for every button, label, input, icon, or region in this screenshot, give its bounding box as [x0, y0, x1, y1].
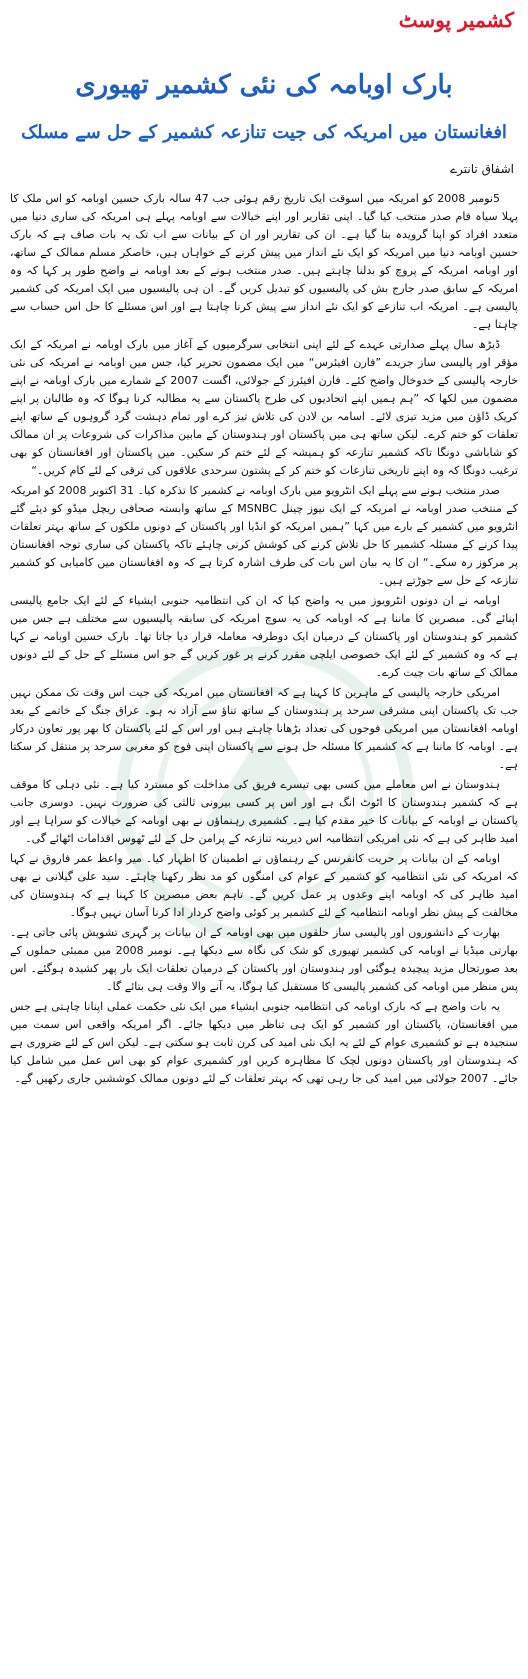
article-paragraph: اوبامہ نے ان دونوں انٹرویوز میں یہ واضح کیا کہ ان کی انتظامیہ جنوبی ایشیاء کے لئے ایک جامع پالیسی اپنائے گی۔ مبصرین کا ماننا ہے کہ اوبامہ کی یہ سوچ امریکہ کی سابقہ پالیسیوں سے مختلف ہے جس میں کشمیر کو ہندوستان اور پاکستان کے درمیان ایک دوطرفہ معاملہ قرار دیا جاتا تھا۔ بارک حسین اوبامہ نے کہا ہے کہ وہ کشمیر کے لئے ایک خصوصی ایلچی مقرر کرنے پر غور کریں گے جو اس مسئلے کے حل کے لئے دونوں ممالک کے ساتھ بات چیت کرے۔	[10, 594, 518, 679]
article-paragraph: بھارت کے دانشوروں اور پالیسی ساز حلقوں میں بھی اوبامہ کے ان بیانات پر گہری تشویش پائی جاتی ہے۔ بھارتی میڈیا نے اوبامہ کی کشمیر تھیوری کو شک کی نگاہ سے دیکھا ہے۔ نومبر 2008 میں ممبئی حملوں کے بعد صورتحال مزید پیچیدہ ہوگئی اور ہندوستان اور پاکستان کے درمیان تعلقات ایک بار پھر کشیدہ ہوگئے۔ اس پس منظر میں اوبامہ کی کشمیر پالیسی کا مستقبل کیا ہوگا، یہ آنے والا وقت ہی بتائے گا۔	[10, 926, 518, 993]
article-paragraph: صدر منتخب ہونے سے پہلے ایک انٹرویو میں بارک اوبامہ نے کشمیر کا تذکرہ کیا۔ 31 اکتوبر 2008 کو امریکہ کے منتخب صدر اوبامہ نے امریکہ کے ایک نیوز چینل MSNBC کے ساتھ وابستہ صحافی ریچل میڈو کو دیئے گئے انٹرویو میں کشمیر کے بارے میں کہا ”ہمیں امریکہ کو انڈیا اور پاکستان کے دونوں ملکوں کے ساتھ بہتر تعلقات پیدا کرنے کے مسئلہ کشمیر کا حل تلاش کرنے کی کوشش کرنی چاہئے تاکہ پاکستان کی ساری توجہ افغانستان پر مرکوز رہ سکے۔“ ان کا یہ بیان اس بات کی طرف اشارہ کرتا ہے کہ وہ افغانستان میں کامیابی کو کشمیر تنازعہ کے حل سے جوڑتے ہیں۔	[10, 484, 518, 587]
article-paragraph: ڈیڑھ سال پہلے صدارتی عہدے کے لئے اپنی انتخابی سرگرمیوں کے آغاز میں بارک اوبامہ نے امریکہ کے ایک مؤقر اور پالیسی ساز جریدے ”فارن افیئرس“ میں ایک مضمون تحریر کیا، جس میں اوبامہ نے امریکہ کی نئی خارجہ پالیسی کے خدوخال واضح کئے۔ فارن افیئرز کے جولائی، اگست 2007 کے شمارے میں بارک اوبامہ نے اپنے مضمون میں لکھا کہ ”ہم ہمیں اپنے اتحادیوں کی طرح پاکستان سے یہ مطالبہ کرنا ہوگا کہ وہ طالبان پر اپنے کریک ڈاؤن میں مزید تیزی لائے۔ اسامہ بن لادن کی تلاش تیز کرے اور تمام دہشت گرد گروہوں کے ساتھ اپنے تعلقات کو ختم کرے۔ لیکن ساتھ ہی میں پاکستان اور ہندوستان کے مابین مذاکرات کی شروعات پر ان ممالک کو شاباشی دونگا تاکہ کشمیر تنازعہ کو ہمیشہ کے لئے ختم کر سکیں۔ میں پاکستان اور افغانستان کو بھی ترغیب دونگا کہ وہ اپنے تاریخی تنازعات کو ختم کر کے پشتون سرحدی علاقوں کی ترقی کے لئے کام کریں۔“	[10, 338, 518, 477]
page-subtitle: افغانستان میں امریکہ کی جیت تنازعہ کشمیر کے حل سے مسلک	[21, 122, 507, 143]
article-paragraph: اوبامہ کے ان بیانات پر حریت کانفرنس کے رہنماؤں نے اطمینان کا اظہار کیا۔ میر واعظ عمر فاروق نے کہا کہ امریکہ کی نئی انتظامیہ کو کشمیر کے عوام کی امنگوں کو مد نظر رکھنا چاہئے۔ سید علی گیلانی نے بھی امید ظاہر کی کہ اوبامہ اپنے وعدوں پر عمل کریں گے۔ تاہم بعض مبصرین کا کہنا ہے کہ ہندوستان کی مخالفت کے پیش نظر اوبامہ انتظامیہ کے لئے کشمیر پر کوئی واضح کردار ادا کرنا آسان نہیں ہوگا۔	[10, 852, 518, 919]
article-paragraph: امریکی خارجہ پالیسی کے ماہرین کا کہنا ہے کہ افغانستان میں امریکہ کی جیت اس وقت تک ممکن نہیں جب تک پاکستان اپنی مشرقی سرحد پر ہندوستان کے ساتھ تناؤ سے آزاد نہ ہو۔ عراق جنگ کے خاتمے کے بعد اوبامہ افغانستان میں امریکی فوجوں کی تعداد بڑھانا چاہتے ہیں اور اس کے لئے پاکستان کا بھر پور تعاون درکار ہے۔ اوبامہ کا ماننا ہے کہ کشمیر کا مسئلہ حل ہونے سے پاکستان اپنی فوج کو مغربی سرحد پر منتقل کر سکتا ہے۔	[10, 686, 518, 771]
page-title: بارک اوبامہ کی نئی کشمیر تھیوری	[75, 70, 453, 100]
article-body	[10, 190, 518, 1670]
article-paragraph: یہ بات واضح ہے کہ بارک اوبامہ کی انتظامیہ جنوبی ایشیاء میں ایک نئی حکمت عملی اپنانا چاہتی ہے جس میں افغانستان، پاکستان اور کشمیر کو ایک ہی تناظر میں دیکھا جائے۔ اگر امریکہ واقعی اس سمت میں سنجیدہ ہے تو کشمیری عوام کے لئے یہ ایک نئی امید کی کرن ثابت ہو سکتی ہے۔ لیکن اس کے لئے ضروری ہے کہ ہندوستان اور پاکستان دونوں لچک کا مظاہرہ کریں اور کشمیری عوام کو بھی اس عمل میں شامل کیا جائے۔ 2007 جولائی میں امید کی جا رہی تھی کہ بہتر تعلقات کے لئے دونوں ممالک کوششیں جاری رکھیں گے۔	[10, 1000, 518, 1085]
article-paragraph: 5نومبر 2008 کو امریکہ میں اسوقت ایک تاریخ رقم ہوئی جب 47 سالہ بارک حسین اوبامہ کو اس ملک کا پہلا سیاہ فام صدر منتخب کیا گیا۔ اپنی تقاریر اور اپنے خیالات سے اوبامہ پہلے ہی امریکہ کی ساری دنیا میں متعدد افراد کو اپنا گرویدہ بنا گیا ہے۔ ان کی تقاریر اور ان کے بیانات سے اب تک یہ بات صاف ہے کہ بارک حسین اوبامہ دنیا میں امریکہ کو ایک نئے انداز میں پیش کرنے کے خواہاں ہیں، خاصکر مسلم ممالک کے ساتھ، اور اوبامہ امریکہ کے پروچ کو بدلنا چاہتے ہیں۔ صدر منتخب ہونے کے بعد اوبامہ نے واضح طور پر کہا کہ وہ امریکہ کے سابق صدر جارج بش کی پالیسیوں کو تبدیل کریں گے۔ ان ہی پالیسیوں میں ایک امریکہ کی کشمیر پالیسی ہے۔ امریکہ اب تنازعے کو ایک نئے انداز سے پیش کرنا چاہتا ہے اور اس مسئلے کا حل اس حساب سے چاہتا ہے۔	[10, 192, 518, 331]
masthead: کشمیر پوسٹ	[398, 8, 514, 32]
article-paragraph: ہندوستان نے اس معاملے میں کسی بھی تیسرے فریق کی مداخلت کو مسترد کیا ہے۔ نئی دہلی کا موقف ہے کہ کشمیر ہندوستان کا اٹوٹ انگ ہے اور اس پر کسی بیرونی ثالثی کی ضرورت نہیں۔ دوسری جانب پاکستان نے اوبامہ کے بیانات کا خیر مقدم کیا ہے۔ کشمیری رہنماؤں نے بھی اوبامہ کے خیالات کو سراہا ہے اور امید ظاہر کی ہے کہ نئی امریکی انتظامیہ اس دیرینہ تنازعہ کے پرامن حل کے لئے ٹھوس اقدامات اٹھائے گی۔	[10, 778, 518, 845]
byline: اشفاق تانترے	[450, 162, 514, 176]
